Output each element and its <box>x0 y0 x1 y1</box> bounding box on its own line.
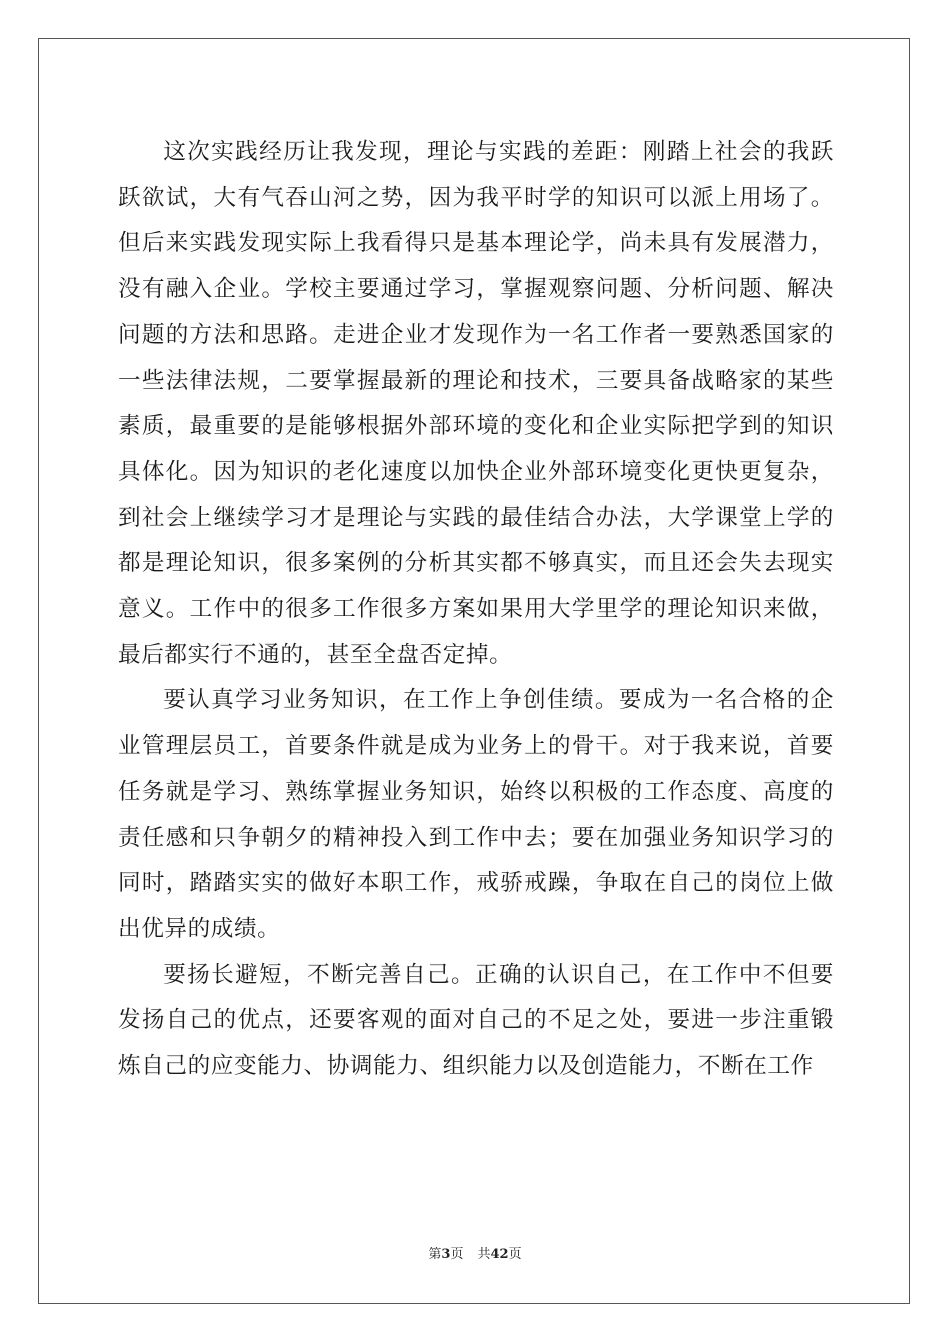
document-body <box>118 130 834 1090</box>
page-number: 3 <box>441 1247 451 1262</box>
page-label-prefix: 第 <box>428 1247 442 1262</box>
total-pages: 42 <box>490 1247 509 1262</box>
total-label-prefix: 共 <box>477 1247 491 1262</box>
total-label-suffix: 页 <box>508 1247 522 1262</box>
paragraph-3: 要扬长避短，不断完善自己。正确的认识自己，在工作中不但要发扬自己的优点，还要客观的面对自己的不足之处，要进一步注重锻炼自己的应变能力、协调能力、组织能力以及创造能力，不断在工作 <box>118 961 834 1080</box>
page-footer <box>0 1243 950 1262</box>
paragraph-1: 这次实践经历让我发现，理论与实践的差距：刚踏上社会的我跃跃欲试，大有气吞山河之势，因为我平时学的知识可以派上用场了。但后来实践发现实际上我看得只是基本理论学，尚未具有发展潜力，没有融入企业。学校主要通过学习，掌握观察问题、分析问题、解决问题的方法和思路。走进企业才发现作为一名工作者一要熟悉国家的一些法律法规，二要掌握最新的理论和技术，三要具备战略家的某些素质，最重要的是能够根据外部环境的变化和企业实际把学到的知识具体化。因为知识的老化速度以加快企业外部环境变化更快更复杂，到社会上继续学习才是理论与实践的最佳结合办法，大学课堂上学的都是理论知识，很多案例的分析其实都不够真实，而且还会失去现实意义。工作中的很多工作很多方案如果用大学里学的理论知识来做，最后都实行不通的，甚至全盘否定掉。 <box>118 139 834 668</box>
page-label-suffix: 页 <box>450 1247 464 1262</box>
paragraph-2: 要认真学习业务知识，在工作上争创佳绩。要成为一名合格的企业管理层员工，首要条件就是成为业务上的骨干。对于我来说，首要任务就是学习、熟练掌握业务知识，始终以积极的工作态度、高度的责任感和只争朝夕的精神投入到工作中去；要在加强业务知识学习的同时，踏踏实实的做好本职工作，戒骄戒躁，争取在自己的岗位上做出优异的成绩。 <box>118 687 834 942</box>
